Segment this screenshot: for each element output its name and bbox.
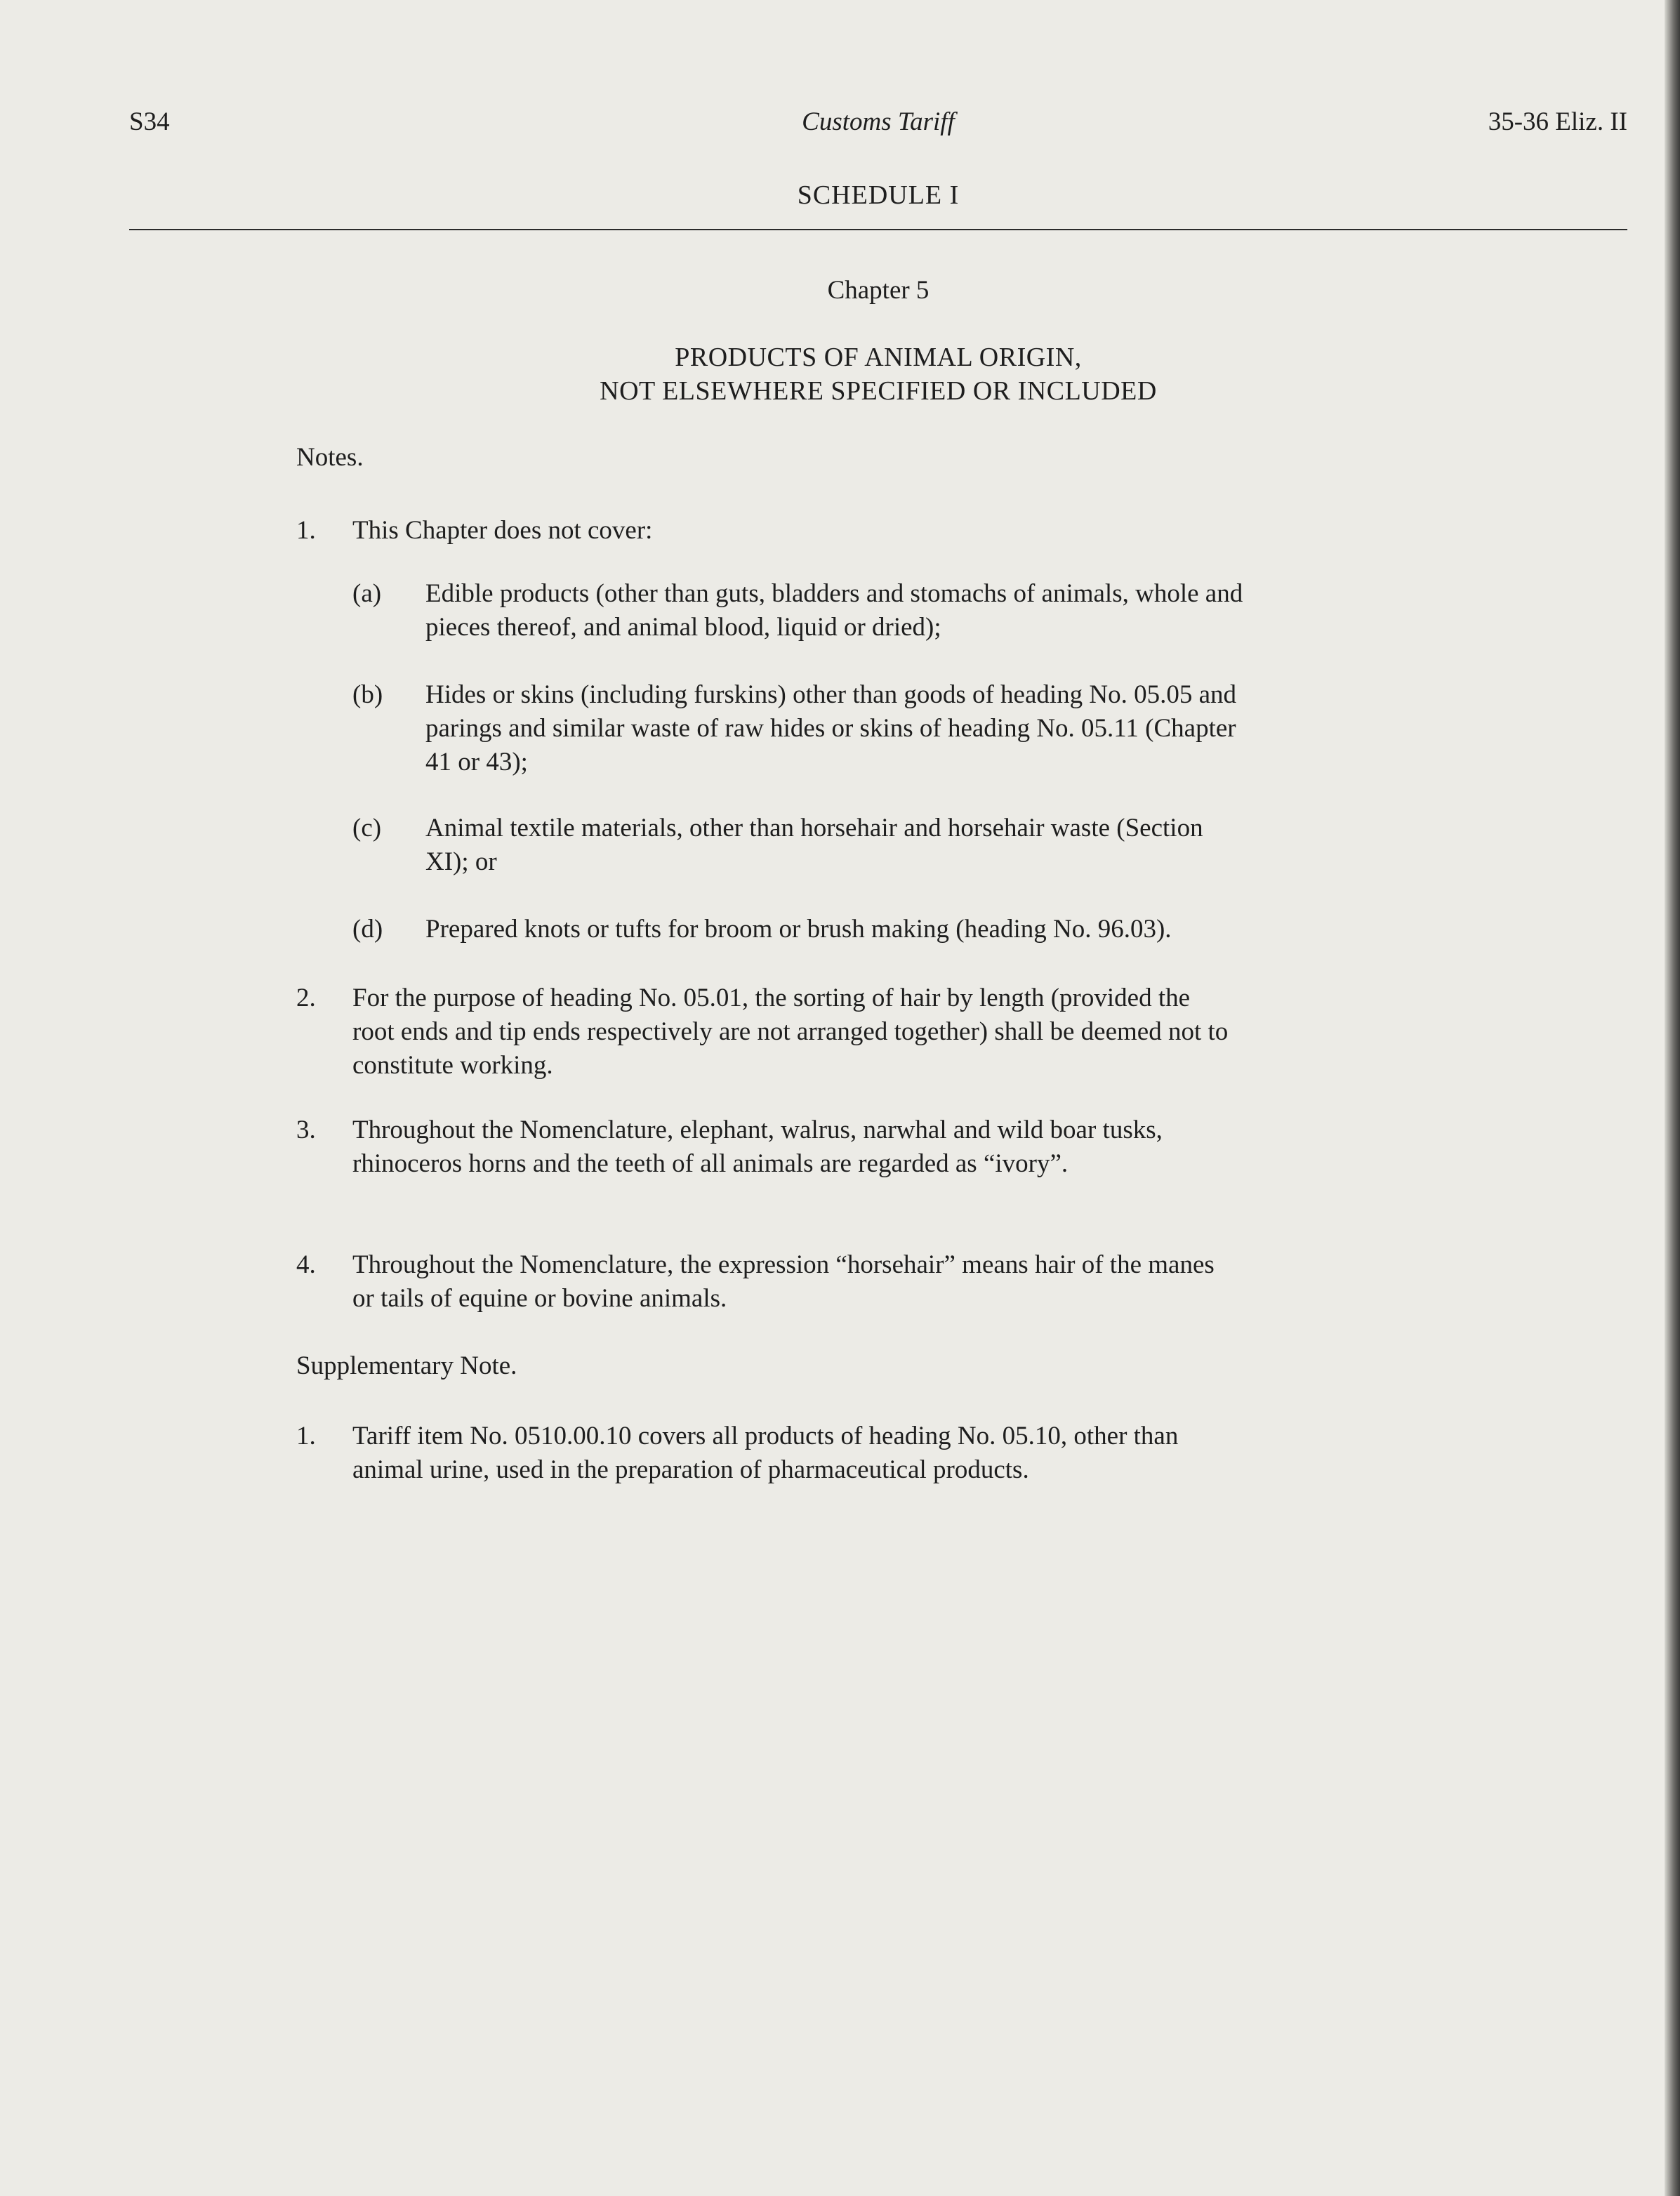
note-2-line3: constitute working.	[352, 1051, 553, 1080]
running-header	[129, 107, 1627, 149]
note-3-line2: rhinoceros horns and the teeth of all animals are regarded as “ivory”.	[352, 1149, 1069, 1178]
note-4-text	[352, 1248, 1215, 1316]
note-1b-line1: Hides or skins (including furskins) other than goods of heading No. 05.05 and	[425, 680, 1237, 709]
note-1b-text	[425, 678, 1236, 779]
note-1c-line2: XI); or	[425, 847, 497, 876]
note-2-number: 2.	[296, 984, 316, 1012]
note-3-number: 3.	[296, 1116, 316, 1144]
running-title: Customs Tariff	[802, 107, 955, 136]
note-3-text	[352, 1113, 1163, 1181]
note-2-line2: root ends and tip ends respectively are not arranged together) shall be deemed not to	[352, 1017, 1229, 1046]
supplementary-note-1-number: 1.	[296, 1422, 316, 1450]
note-1b-line3: 41 or 43);	[425, 748, 528, 776]
note-2-text	[352, 981, 1228, 1083]
note-1-number: 1.	[296, 516, 316, 545]
note-4-line2: or tails of equine or bovine animals.	[352, 1284, 727, 1313]
header-rule	[129, 229, 1627, 230]
note-1a-line1: Edible products (other than guts, bladders and stomachs of animals, whole and	[425, 579, 1243, 608]
page-edge-shadow	[1665, 0, 1680, 2196]
supplementary-note-heading: Supplementary Note.	[296, 1351, 517, 1380]
note-1d-label: (d)	[352, 915, 383, 944]
note-1-text: This Chapter does not cover:	[352, 516, 653, 545]
note-1a-text	[425, 577, 1243, 644]
note-1b-label: (b)	[352, 680, 383, 709]
note-4-line1: Throughout the Nomenclature, the expression “horsehair” means hair of the manes	[352, 1250, 1215, 1279]
note-4-number: 4.	[296, 1250, 316, 1279]
page-number: S34	[129, 107, 170, 136]
note-1c-text	[425, 812, 1203, 879]
note-1c-line1: Animal textile materials, other than horsehair and horsehair waste (Section	[425, 814, 1203, 842]
supplementary-note-1-text	[352, 1420, 1178, 1487]
note-1c-label: (c)	[352, 814, 382, 842]
chapter-title-line2: NOT ELSEWHERE SPECIFIED OR INCLUDED	[600, 376, 1157, 406]
note-2-line1: For the purpose of heading No. 05.01, the sorting of hair by length (provided the	[352, 984, 1191, 1012]
notes-heading: Notes.	[296, 443, 364, 472]
statute-reference: 35-36 Eliz. II	[1488, 107, 1627, 136]
chapter-title	[129, 340, 1627, 408]
note-3-line1: Throughout the Nomenclature, elephant, walrus, narwhal and wild boar tusks,	[352, 1116, 1163, 1144]
chapter-title-line1: PRODUCTS OF ANIMAL ORIGIN,	[675, 343, 1082, 372]
supplementary-note-1-line2: animal urine, used in the preparation of pharmaceutical products.	[352, 1455, 1029, 1484]
note-1b-line2: parings and similar waste of raw hides or skins of heading No. 05.11 (Chapter	[425, 714, 1236, 743]
supplementary-note-1-line1: Tariff item No. 0510.00.10 covers all products of heading No. 05.10, other than	[352, 1422, 1179, 1450]
schedule-title: SCHEDULE I	[797, 180, 960, 210]
note-1a-label: (a)	[352, 579, 382, 608]
note-1a-line2: pieces thereof, and animal blood, liquid or dried);	[425, 613, 941, 642]
note-1d-text: Prepared knots or tufts for broom or brush making (heading No. 96.03).	[425, 915, 1172, 944]
chapter-number: Chapter 5	[827, 276, 930, 305]
